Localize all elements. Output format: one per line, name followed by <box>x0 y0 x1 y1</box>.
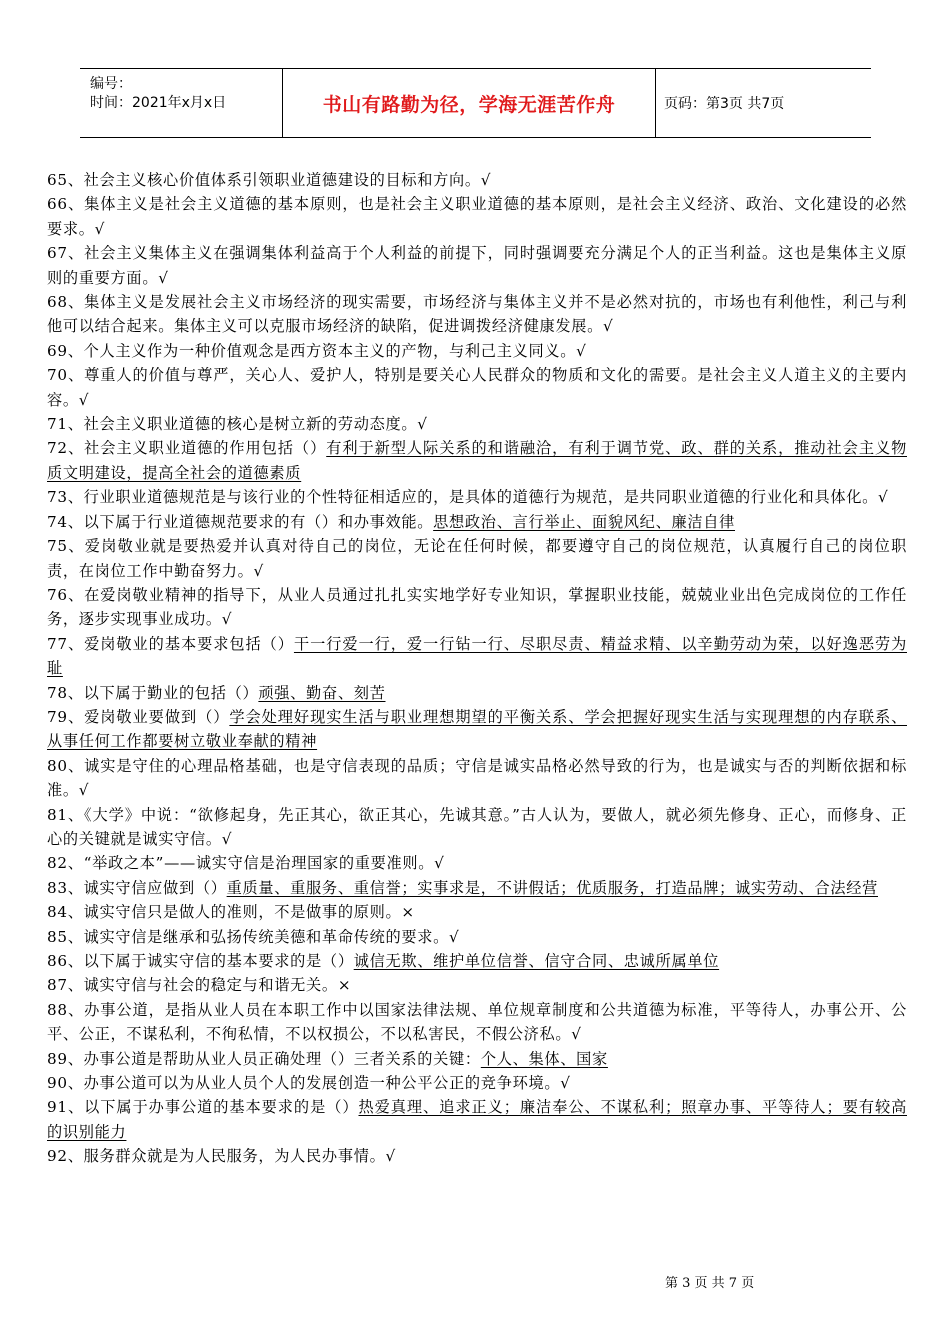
question-item <box>47 168 907 192</box>
question-text: 81、《大学》中说：“欲修起身，先正其心，欲正其心，先诚其意。”古人认为，要做人，就必须先修身、正心，而修身、正心的关键就是诚实守信。√ <box>47 805 907 848</box>
answer-text: 干一行爱一行，爱一行钻一行、尽职尽责、精益求精、以辛勤劳动为荣，以好逸恶劳为耻 <box>47 634 907 678</box>
answer-text: 思想政治、言行举止、面貌风纪、廉洁自律 <box>433 512 736 531</box>
question-item <box>47 681 907 705</box>
question-text: 88、办事公道，是指从业人员在本职工作中以国家法律法规、单位规章制度和公共道德为标准，平等待人，办事公开、公平、公正，不谋私利，不徇私情，不以权损公，不以私害民，不假公济私。√ <box>47 1000 907 1044</box>
question-text: 73、行业职业道德规范是与该行业的个性特征相适应的，是具体的道德行为规范，是共同职业道德的行业化和具体化。√ <box>47 488 889 507</box>
question-item <box>47 876 907 900</box>
question-text: 82、“举政之本”——诚实守信是治理国家的重要准则。√ <box>47 854 445 873</box>
question-text: 84、诚实守信只是做人的准则，不是做事的原则。× <box>47 903 415 922</box>
question-text: 78、以下属于勤业的包括（） <box>47 683 259 702</box>
question-text: 79、爱岗敬业要做到（） <box>47 707 230 726</box>
question-item <box>47 900 907 924</box>
question-item <box>47 851 907 875</box>
document-time-label: 时间：2021年x月x日 <box>90 95 227 111</box>
question-item <box>47 192 907 241</box>
question-text: 80、诚实是守住的心理品格基础，也是守信表现的品质；守信是诚实品格必然导致的行为，也是诚实与否的判断依据和标准。√ <box>47 756 907 800</box>
question-text: 87、诚实守信与社会的稳定与和谐无关。× <box>47 976 352 995</box>
header-meta <box>90 75 226 113</box>
question-text: 90、办事公道可以为从业人员个人的发展创造一种公平公正的竞争环境。√ <box>47 1074 571 1093</box>
question-item <box>47 754 907 803</box>
question-item <box>47 363 907 412</box>
answer-text: 热爱真理、追求正义；廉洁奉公、不谋私利；照章办事、平等待人；要有较高的识别能力 <box>47 1098 907 1141</box>
question-list <box>47 168 907 1169</box>
question-item <box>47 1071 907 1095</box>
question-text: 70、尊重人的价值与尊严，关心人、爱护人，特别是要关心人民群众的物质和文化的需要。是社会主义人道主义的主要内容。√ <box>47 366 907 409</box>
question-item <box>47 510 907 534</box>
document-number-label: 编号： <box>90 76 132 92</box>
page-header <box>80 68 871 138</box>
question-text: 83、诚实守信应做到（） <box>47 878 227 897</box>
question-item <box>47 290 907 339</box>
answer-text: 有利于新型人际关系的和谐融洽，有利于调节党、政、群的关系，推动社会主义物质文明建设，提高全社会的道德素质 <box>47 439 907 482</box>
question-text: 71、社会主义职业道德的核心是树立新的劳动态度。√ <box>47 415 428 434</box>
question-item <box>47 1047 907 1071</box>
answer-text: 个人、集体、国家 <box>480 1049 608 1068</box>
question-text: 65、社会主义核心价值体系引领职业道德建设的目标和方向。√ <box>47 171 492 189</box>
header-motto: 书山有路勤为径，学海无涯苦作舟 <box>282 69 656 137</box>
question-item <box>47 412 907 436</box>
question-text: 66、集体主义是社会主义道德的基本原则，也是社会主义职业道德的基本原则，是社会主义经济、政治、文化建设的必然要求。√ <box>47 195 907 238</box>
question-item <box>47 632 907 681</box>
question-text: 89、办事公道是帮助从业人员正确处理（）三者关系的关键： <box>47 1049 481 1068</box>
question-item <box>47 241 907 290</box>
question-text: 77、爱岗敬业的基本要求包括（） <box>47 634 294 653</box>
question-item <box>47 705 907 754</box>
question-item <box>47 436 907 485</box>
question-text: 76、在爱岗敬业精神的指导下，从业人员通过扎扎实实地学好专业知识，掌握职业技能，兢兢业业出色完成岗位的工作任务，逐步实现事业成功。√ <box>47 585 907 629</box>
answer-text: 诚信无欺、维护单位信誉、信守合同、忠诚所属单位 <box>353 952 720 970</box>
question-item <box>47 339 907 363</box>
page-footer: 第 3 页 共 7 页 <box>665 1276 755 1291</box>
question-item <box>47 949 907 973</box>
question-item <box>47 925 907 949</box>
question-item <box>47 485 907 509</box>
question-item <box>47 1144 907 1168</box>
question-item <box>47 1095 907 1144</box>
question-text: 72、社会主义职业道德的作用包括（） <box>47 439 327 458</box>
answer-text: 学会处理好现实生活与职业理想期望的平衡关系、学会把握好现实生活与实现理想的内存联系、从事任何工作都要树立敬业奉献的精神 <box>47 707 907 751</box>
question-text: 69、个人主义作为一种价值观念是西方资本主义的产物，与利己主义同义。√ <box>47 341 587 360</box>
answer-text: 顽强、勤奋、刻苦 <box>258 683 386 702</box>
question-text: 74、以下属于行业道德规范要求的有（）和办事效能。 <box>47 512 434 531</box>
question-text: 67、社会主义集体主义在强调集体利益高于个人利益的前提下，同时强调要充分满足个人的正当利益。这也是集体主义原则的重要方面。√ <box>47 244 907 287</box>
question-item <box>47 998 907 1047</box>
question-item <box>47 803 907 852</box>
question-text: 68、集体主义是发展社会主义市场经济的现实需要，市场经济与集体主义并不是必然对抗的，市场也有利他性，利己与利他可以结合起来。集体主义可以克服市场经济的缺陷，促进调拨经济健康发展。√ <box>47 293 907 336</box>
answer-text: 重质量、重服务、重信誉；实事求是，不讲假话；优质服务，打造品牌；诚实劳动、合法经营 <box>226 878 878 897</box>
question-text: 91、以下属于办事公道的基本要求的是（） <box>47 1098 359 1117</box>
question-item <box>47 534 907 583</box>
question-text: 85、诚实守信是继承和弘扬传统美德和革命传统的要求。√ <box>47 927 460 946</box>
question-item <box>47 583 907 632</box>
question-text: 75、爱岗敬业就是要热爱并认真对待自己的岗位，无论在任何时候，都要遵守自己的岗位规范，认真履行自己的岗位职责，在岗位工作中勤奋努力。√ <box>47 537 907 580</box>
question-item <box>47 973 907 997</box>
header-page-label: 页码：第3页 共7页 <box>664 96 785 112</box>
question-text: 86、以下属于诚实守信的基本要求的是（） <box>47 952 354 970</box>
question-text: 92、服务群众就是为人民服务，为人民办事情。√ <box>47 1147 396 1166</box>
